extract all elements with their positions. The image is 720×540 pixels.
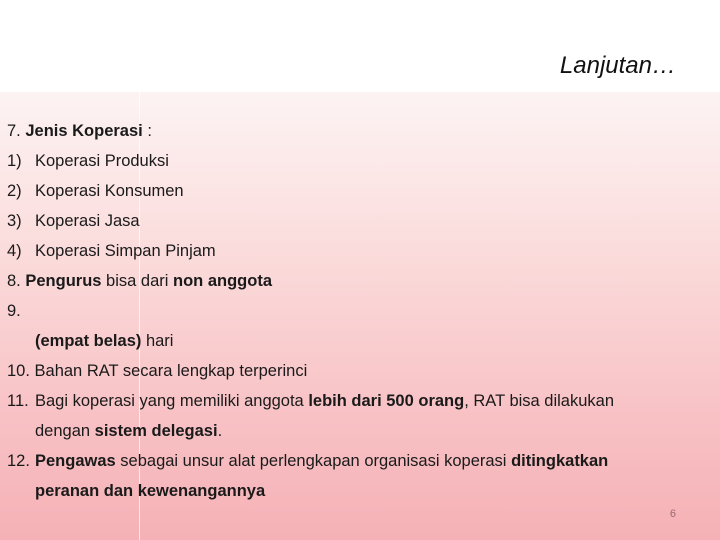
list-item-text: Koperasi Simpan Pinjam xyxy=(35,242,216,260)
item-8-emphasis: non anggota xyxy=(173,272,272,290)
item-11-emphasis: lebih dari 500 orang xyxy=(308,392,465,410)
list-item xyxy=(7,176,707,206)
list-item-number: 3) xyxy=(7,212,22,230)
item-12-text: sebagai unsur alat perlengkapan organisasi koperasi xyxy=(115,452,512,470)
item-9-number: 9. xyxy=(7,302,21,320)
slide-title: Lanjutan… xyxy=(559,52,676,79)
item-11-number: 11. xyxy=(7,392,29,410)
list-item-number: 1) xyxy=(7,152,22,170)
list-item-text: Koperasi Konsumen xyxy=(35,182,184,200)
list-item xyxy=(7,146,707,176)
item-12-continuation xyxy=(7,476,707,506)
list-item-text: Koperasi Produksi xyxy=(35,152,169,170)
item-7-heading: Jenis Koperasi xyxy=(25,122,143,140)
item-11-period: . xyxy=(217,422,223,440)
item-9-emphasis: (empat belas) xyxy=(35,332,142,350)
list-item xyxy=(7,206,707,236)
item-11-emphasis-2: sistem delegasi xyxy=(94,422,218,440)
item-9-continuation xyxy=(7,326,707,356)
item-11-continuation xyxy=(7,416,707,446)
item-8-subject: Pengurus xyxy=(25,272,102,290)
item-11-text: Bagi koperasi yang memiliki anggota xyxy=(35,392,309,410)
item-12-emphasis: ditingkatkan xyxy=(511,452,609,470)
item-12-number: 12. xyxy=(7,452,30,470)
item-10 xyxy=(7,356,707,386)
item-7-number: 7. xyxy=(7,122,26,140)
slide-content xyxy=(7,116,707,506)
item-7-colon: : xyxy=(142,122,152,140)
list-item-text: Koperasi Jasa xyxy=(35,212,140,230)
item-12 xyxy=(7,446,707,476)
item-11 xyxy=(7,386,707,416)
list-item xyxy=(7,236,707,266)
item-8-number: 8. xyxy=(7,272,26,290)
item-9-text: hari xyxy=(141,332,174,350)
page-number: 6 xyxy=(669,508,676,520)
item-7 xyxy=(7,116,707,146)
item-8 xyxy=(7,266,707,296)
list-item-number: 2) xyxy=(7,182,22,200)
item-12-emphasis-2: peranan dan kewenangannya xyxy=(35,482,266,500)
item-11-text-cont: , RAT bisa dilakukan xyxy=(464,392,615,410)
item-11-text-line2: dengan xyxy=(35,422,95,440)
item-8-text: bisa dari xyxy=(101,272,174,290)
item-12-subject: Pengawas xyxy=(35,452,116,470)
list-item-number: 4) xyxy=(7,242,22,260)
item-9 xyxy=(7,296,707,326)
item-10-text: 10. Bahan RAT secara lengkap terperinci xyxy=(7,362,308,380)
